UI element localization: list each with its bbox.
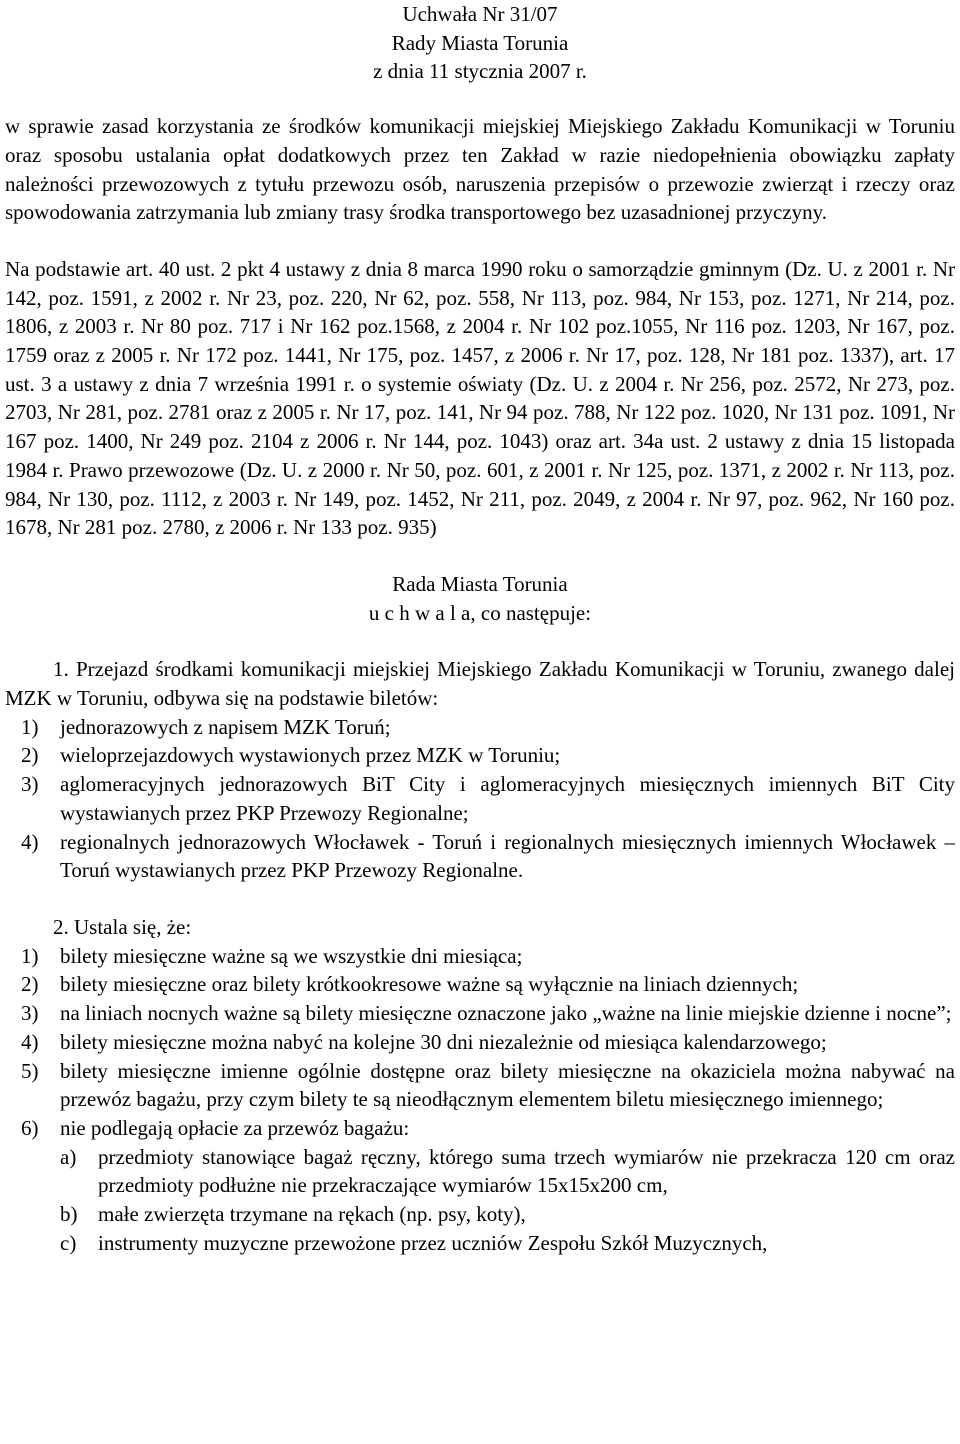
- council-title: Rada Miasta Torunia: [392, 571, 568, 596]
- section-2-label: 2.: [53, 914, 69, 939]
- sub-list-item: c) instrumenty muzyczne przewożone przez uczniów Zespołu Szkół Muzycznych,: [60, 1230, 768, 1255]
- list-item: 1) jednorazowych z napisem MZK Toruń;: [21, 714, 391, 739]
- resolution-header: [5, 0, 955, 86]
- sub-list-item: a) przedmioty stanowiące bagaż ręczny, którego suma trzech wymiarów nie przekracza 120 cm oraz przedmioty podłużne nie przekraczające wymiarów 15x15x200 cm,: [60, 1144, 955, 1198]
- section-2: [5, 913, 955, 942]
- list-item: 3) na liniach nocnych ważne są bilety miesięczne oznaczone jako „ważne na linie miejskie dzienne i nocne”;: [21, 1001, 952, 1026]
- list-item: 4) bilety miesięczne można nabyć na kolejne 30 dni niezależnie od miesiąca kalendarzowego;: [21, 1029, 827, 1054]
- resolution-number: Uchwała Nr 31/07: [402, 2, 558, 26]
- list-item: 2) bilety miesięczne oraz bilety krótkookresowe ważne są wyłącznie na liniach dziennych;: [21, 972, 799, 997]
- section-1: [5, 655, 955, 712]
- section-1-list: [5, 713, 955, 885]
- list-item: 4) regionalnych jednorazowych Włocławek - Toruń i regionalnych miesięcznych imiennych Włocławek – Toruń wystawianych przez PKP Przewozy Regionalne.: [21, 829, 955, 883]
- list-item: 2) wieloprzejazdowych wystawionych przez MZK w Toruniu;: [21, 743, 561, 768]
- resolves-line: u c h w a l a, co następuje:: [368, 600, 592, 625]
- council-name: Rady Miasta Torunia: [391, 30, 569, 55]
- section-1-text: Przejazd środkami komunikacji miejskiej Miejskiego Zakładu Komunikacji w Toruniu, zwanego dalej MZK w Toruniu, odbywa się na podstawie biletów:: [5, 657, 955, 711]
- section-2-text: Ustala się, że:: [74, 914, 192, 939]
- section-2-list: [5, 942, 955, 1258]
- section-1-label: 1.: [53, 657, 69, 682]
- list-item: 1) bilety miesięczne ważne są we wszystkie dni miesiąca;: [21, 943, 523, 968]
- resolution-date: z dnia 11 stycznia 2007 r.: [373, 59, 587, 84]
- legal-basis: Na podstawie art. 40 ust. 2 pkt 4 ustawy z dnia 8 marca 1990 roku o samorządzie gminnym (Dz. U. z 2001 r. Nr 142, poz. 1591, z 2002 r. Nr 23, poz. 220, Nr 62, poz. 558, Nr 113, poz. 984, Nr 153, poz. 1271, Nr 214, poz. 1806, z 2003 r. Nr 80 poz. 717 i Nr 162 poz.1568, z 2004 r. Nr 102 poz.1055, Nr 116 poz. 1203, Nr 167, poz. 1759 oraz z 2005 r. Nr 172 poz. 1441, Nr 175, poz. 1457, z 2006 r. Nr 17, poz. 128, Nr 181 poz. 1337), art. 17 ust. 3 a ustawy z dnia 7 września 1991 r. o systemie oświaty (Dz. U. z 2004 r. Nr 256, poz. 2572, Nr 273, poz. 2703, Nr 281, poz. 2781 oraz z 2005 r. Nr 17, poz. 141, Nr 94 poz. 788, Nr 122 poz. 1020, Nr 131 poz. 1091, Nr 167 poz. 1400, Nr 249 poz. 2104 z 2006 r. Nr 144, poz. 1043) oraz art. 34a ust. 2 ustawy z dnia 15 listopada 1984 r. Prawo przewozowe (Dz. U. z 2000 r. Nr 50, poz. 601, z 2001 r. Nr 125, poz. 1371, z 2002 r. Nr 113, poz. 984, Nr 130, poz. 1112, z 2003 r. Nr 149, poz. 1452, Nr 211, poz. 2049, z 2004 r. Nr 97, poz. 962, Nr 160 poz. 1678, Nr 281 poz. 2780, z 2006 r. Nr 133 poz. 935): [5, 256, 955, 540]
- resolution-subject: w sprawie zasad korzystania ze środków komunikacji miejskiej Miejskiego Zakładu Komunikacji w Toruniu oraz sposobu ustalania opłat dodatkowych przez ten Zakład w razie niedopełnienia obowiązku zapłaty należności przewozowych z tytułu przewozu osób, naruszenia przepisów o przewozie zwierząt i rzeczy oraz spowodowania zatrzymania lub zmiany trasy środka transportowego bez uzasadnionej przyczyny.: [5, 114, 955, 225]
- list-item: 6) nie podlegają opłacie za przewóz bagażu: a) przedmioty stanowiące bagaż ręczny, którego suma trzech wymiarów nie przekracza 120 cm oraz przedmioty podłużne nie przekraczające wymiarów 15x15x200 cm, b) małe zwierzęta trzymane na rękach (np. psy, koty), c) instrumenty muzyczne przewożone przez uczniów Zespołu Szkół Muzycznych,: [5, 1114, 955, 1258]
- baggage-exemptions-list: [60, 1143, 955, 1258]
- list-item: 3) aglomeracyjnych jednorazowych BiT City i aglomeracyjnych miesięcznych imiennych BiT City wystawianych przez PKP Przewozy Regionalne;: [21, 772, 955, 825]
- list-item: 5) bilety miesięczne imienne ogólnie dostępne oraz bilety miesięczne na okaziciela można nabywać na przewóz bagażu, przy czym bilety te są nieodłącznym elementem biletu miesięcznego imiennego;: [21, 1058, 955, 1112]
- sub-list-item: b) małe zwierzęta trzymane na rękach (np. psy, koty),: [60, 1202, 526, 1227]
- resolution-formula: [5, 570, 955, 627]
